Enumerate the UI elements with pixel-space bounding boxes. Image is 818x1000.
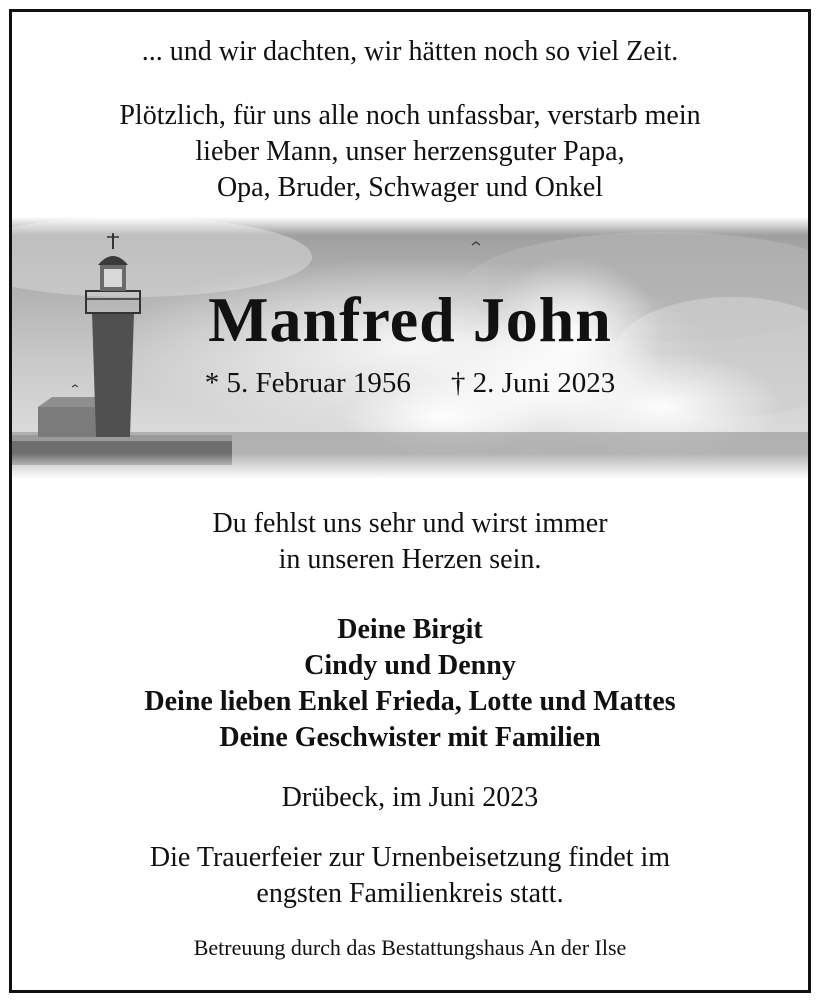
funeral-line-2: engsten Familienkreis statt. (256, 878, 564, 909)
announcement-line-2: lieber Mann, unser herzensguter Papa, (195, 136, 625, 167)
funeral-home: Betreuung durch das Bestattungshaus An der Ilse (193, 935, 627, 960)
obituary-frame (9, 9, 811, 993)
tribute-line-2: in unseren Herzen sein. (278, 544, 542, 575)
mourner-line-3: Deine lieben Enkel Frieda, Lotte und Mattes (144, 686, 676, 717)
announcement-line-1: Plötzlich, für uns alle noch unfassbar, verstarb mein (119, 100, 701, 131)
life-dates (12, 365, 808, 401)
mourner-line-1: Deine Birgit (337, 614, 483, 645)
place-date: Drübeck, im Juni 2023 (281, 782, 539, 813)
funeral-line-1: Die Trauerfeier zur Urnenbeisetzung findet im (149, 842, 671, 873)
announcement-line-3: Opa, Bruder, Schwager und Onkel (216, 172, 604, 203)
deceased-name: Manfred John (208, 284, 612, 355)
lighthouse-banner (12, 217, 808, 479)
death-date: † 2. Juni 2023 (450, 367, 616, 399)
birth-date: * 5. Februar 1956 (204, 367, 411, 399)
intro-quote: ... und wir dachten, wir hätten noch so viel Zeit. (141, 36, 679, 67)
tribute-line-1: Du fehlst uns sehr und wirst immer (212, 508, 608, 539)
mourner-line-2: Cindy und Denny (304, 650, 516, 681)
mourner-line-4: Deine Geschwister mit Familien (219, 722, 601, 753)
